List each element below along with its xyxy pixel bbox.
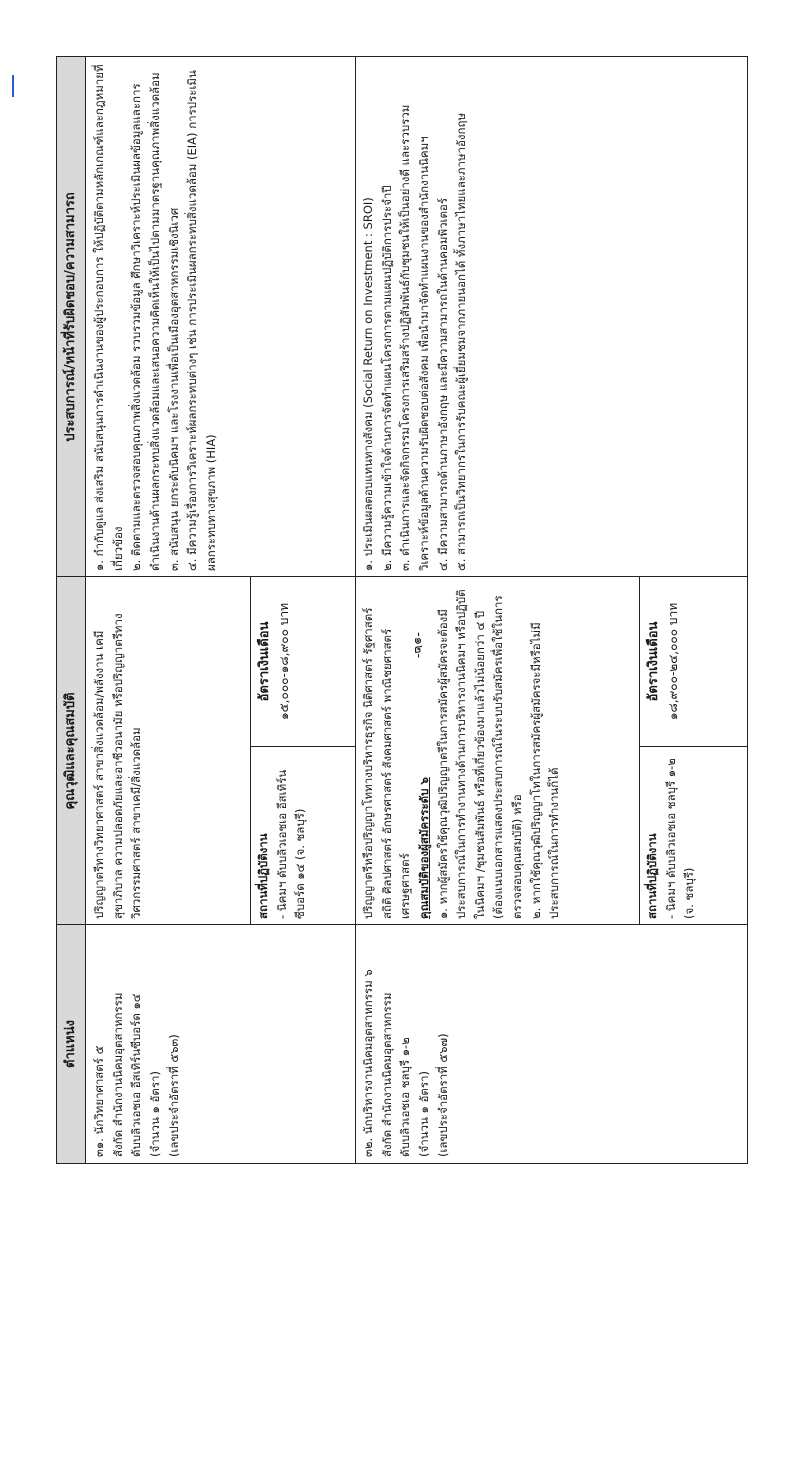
experience-item: ๒. ติดตามและตรวจสอบคุณภาพสิ่งแวดล้อม รวบรวมข้อมูล ศึกษาวิเคราะห์ประเมินผลข้อมูลและการดำเนินงานด้านผลกระทบสิ่งแวดล้อมและเสนอความคิดเห็นให้เป็นไปตามมาตรฐานคุณภาพสิ่งแวดล้อม — [129, 72, 162, 571]
experience-item: ๔. มีความสามารถด้านภาษาอังกฤษ และมีความสามารถในด้านคอมพิวเตอร์ — [435, 197, 450, 571]
qualification-table — [56, 56, 748, 1164]
row-2-salary — [640, 577, 747, 746]
position-office: ดับบลิวเอชเอ ชลบุรี ๑-๒ — [398, 1037, 413, 1157]
rotated-table-wrapper — [56, 56, 748, 1164]
table-row-2-qualification — [356, 577, 639, 925]
position-title: ๓๑. นักวิทยาศาสตร์ ๕ — [92, 1045, 106, 1157]
table-row-1-position — [87, 925, 355, 1163]
table-row-1-qualification — [87, 577, 250, 925]
row-1-workplace — [251, 747, 355, 925]
position-title: ๓๒. นักบริหารงานนิคมอุตสาหกรรม ๖ — [361, 969, 375, 1157]
position-dept: สังกัด สำนักงานนิคมอุตสาหกรรม — [379, 992, 394, 1157]
header-experience: ประสบการณ์/หน้าที่รับผิดชอบ/ความสามารถ — [57, 57, 86, 577]
special-qualification-item: ๒. หากใช้คุณวุฒิปริญญาโทในการสมัครผู้สมัครจะมีหรือไม่มีประสบการณ์ในการทำงานก็ได้ — [528, 622, 562, 919]
workplace-line: (จ. ชลบุรี) — [682, 867, 697, 919]
table-row-1-experience — [87, 57, 355, 577]
qualification-text: ปริญญาตรีหรือปริญญาโททางบริหารธุรกิจ นิติศาสตร์ รัฐศาสตร์ สถิติ ศิลปศาสตร์ อักษรศาสตร์ สังคมศาสตร์ พาณิชยศาสตร์ เศรษฐศาสตร์ — [361, 607, 413, 919]
experience-item: ๓. ดำเนินการและจัดกิจกรรมโครงการเสริมสร้างปฏิสัมพันธ์กับชุมชนให้เป็นอย่างดี และรวบรวมวิเคราะห์ข้อมูลด้านความรับผิดชอบต่อสังคม เพื่อนำมาจัดทำแผนงานของสำนักงานนิคมฯ — [398, 104, 431, 571]
header-position: ตำแหน่ง — [57, 925, 86, 1163]
special-qualification-item: ๑. หากผู้สมัครใช้คุณวุฒิปริญญาตรีในการสมัครผู้สมัครจะต้องมีประสบการณ์ในการทำงานทางด้านการบริหารงานนิคมฯ หรือปฏิบัติในนิคมฯ /ชุมชนสัมพันธ์ หรือที่เกี่ยวข้องมาแล้วไม่น้อยกว่า ๔ ปี (ต้องแนบเอกสารแสดงประสบการณ์ในระบบรับสมัครเพื่อใช้ในการตรวจสอบคุณสมบัติ) หรือ — [435, 589, 524, 919]
experience-item: ๔. มีความรู้เรื่องการวิเคราะห์ผลกระทบต่างๆ เช่น การประเมินผลกระทบสิ่งแวดล้อม (EIA) การประเมินผลกระทบทางสุขภาพ (HIA) — [185, 70, 218, 571]
workplace-line: ซีบอร์ด ๑๔ (จ. ชลบุรี) — [293, 808, 308, 919]
experience-item: ๑. ประเมินผลตอบแทนทางสังคม (Social Return on Investment : SROI) — [361, 197, 375, 571]
position-number: (เลขประจำอัตราที่ ๕๖๓) — [166, 1034, 181, 1157]
experience-item: ๑. กำกับดูแล ส่งเสริม สนับสนุนการดำเนินงานของผู้ประกอบการ ให้ปฏิบัติตามหลักเกณฑ์และกฎหมายที่เกี่ยวข้อง — [92, 64, 125, 571]
salary-value: ๑๕,๐๐๐-๑๘,๙๐๐ บาท — [277, 602, 292, 721]
position-number: (เลขประจำอัตราที่ ๕๖๗) — [435, 1033, 450, 1157]
workplace-title: สถานที่ปฏิบัติงาน — [256, 833, 270, 919]
experience-item: ๒. มีความรู้ความเข้าใจด้านการจัดทำแผนโครงการตามแผนปฏิบัติการประจำปี — [379, 185, 394, 571]
workplace-line: - นิคมฯ ดับบลิวเอชเอ อีสเทิร์น — [274, 769, 289, 919]
position-dept: สังกัด สำนักงานนิคมอุตสาหกรรม — [110, 992, 125, 1157]
experience-item: ๕. สามารถเป็นวิทยากรในการรับคณะผู้เยี่ยมชมจากภายนอกได้ ทั้งภาษาไทยและภาษาอังกฤษ — [454, 112, 469, 571]
position-count: (จำนวน ๑ อัตรา) — [147, 1071, 162, 1157]
table-row-2-position — [356, 925, 747, 1163]
salary-title: อัตราเงินเดือน — [257, 621, 272, 702]
position-office: ดับบลิวเอชเอ อีสเทิร์นซีบอร์ด ๑๔ — [129, 993, 144, 1157]
workplace-title: สถานที่ปฏิบัติงาน — [645, 833, 659, 919]
row-1-salary — [251, 577, 355, 746]
page-number: -๑๒- — [411, 632, 426, 659]
qualification-text: ปริญญาตรีทางวิทยาศาสตร์ สาขาสิ่งแวดล้อม/พลังงาน เคมี สุขาภิบาล ความปลอดภัยและอาชีวอนามัย หรือปริญญาตรีทางวิศวกรรมศาสตร์ สาขาเคมี/สิ่งแวดล้อม — [92, 613, 144, 919]
blue-margin-mark — [12, 75, 14, 97]
special-qualification-title: คุณสมบัติของผู้สมัครระดับ ๖ — [416, 777, 431, 919]
header-qualification: คุณวุฒิและคุณสมบัติ — [57, 577, 86, 925]
salary-value: ๑๘,๙๐๐-๒๔,๐๐๐ บาท — [666, 602, 681, 721]
salary-title: อัตราเงินเดือน — [646, 621, 661, 702]
position-count: (จำนวน ๑ อัตรา) — [416, 1071, 431, 1157]
experience-item: ๓. สนับสนุน ยกระดับนิคมฯ และโรงงานเพื่อเป็นเมืองอุตสาหกรรมเชิงนิเวศ — [166, 207, 181, 571]
row-2-workplace — [640, 747, 747, 925]
workplace-line: - นิคมฯ ดับบลิวเอชเอ ชลบุรี ๑-๒ — [663, 758, 678, 919]
table-row-2-experience — [356, 57, 747, 577]
